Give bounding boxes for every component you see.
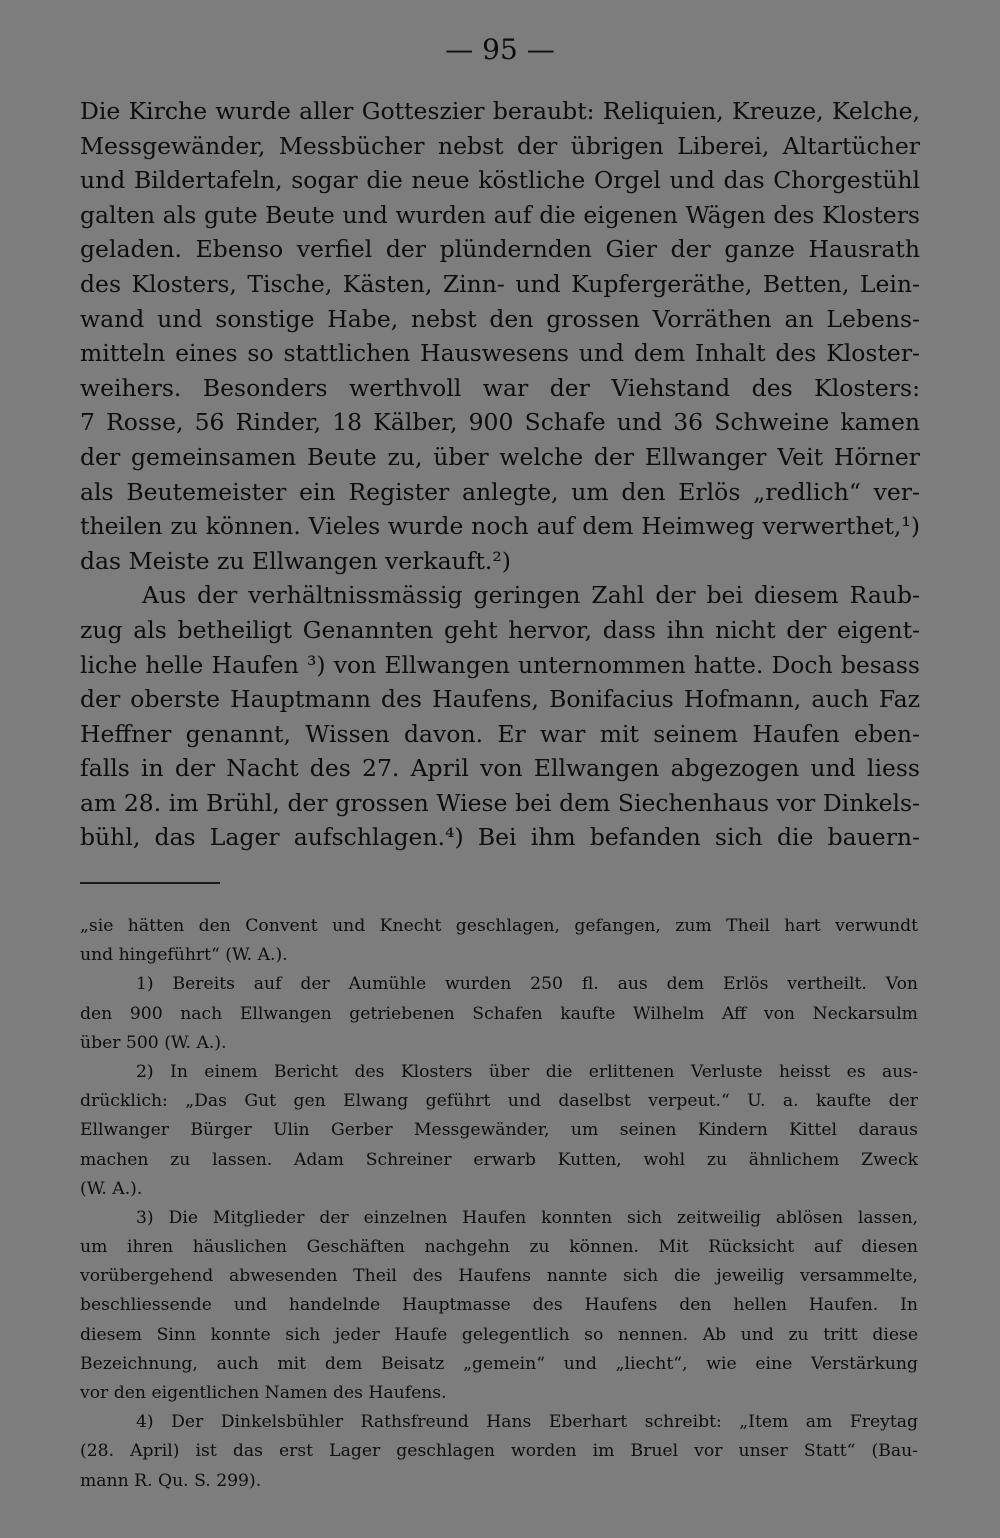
footnote-line: beschliessende und handelnde Hauptmasse des Haufens den hellen Haufen. In <box>80 1295 918 1316</box>
body-line: wand und sonstige Habe, nebst den grossen Vorräthen an Lebens- <box>80 304 920 333</box>
body-line: als Beutemeister ein Register anlegte, um den Erlös „redlich“ ver- <box>80 477 920 506</box>
footnote-line: (W. A.). <box>80 1178 143 1199</box>
footnote-line: 2) In einem Bericht des Klosters über die erlittenen Verluste heisst es aus- <box>136 1061 918 1082</box>
footnote-line: vor den eigentlichen Namen des Haufens. <box>80 1383 447 1403</box>
body-line: zug als betheiligt Genannten geht hervor, dass ihn nicht der eigent- <box>80 615 920 644</box>
body-line: galten als gute Beute und wurden auf die eigenen Wägen des Klosters <box>80 200 920 229</box>
body-line: theilen zu können. Vieles wurde noch auf dem Heimweg verwerthet,¹) <box>80 512 920 541</box>
body-line: weihers. Besonders werthvoll war der Viehstand des Klosters: <box>80 373 920 402</box>
body-line: Die Kirche wurde aller Gotteszier beraubt: Reliquien, Kreuze, Kelche, <box>80 97 920 125</box>
footnote-line: 3) Die Mitglieder der einzelnen Haufen konnten sich zeitweilig ablösen lassen, <box>136 1207 918 1228</box>
body-line: der oberste Hauptmann des Haufens, Bonifacius Hofmann, auch Faz <box>80 685 920 714</box>
footnote-line: „sie hätten den Convent und Knecht geschlagen, gefangen, zum Theil hart verwundt <box>80 916 918 936</box>
footnote-line: und hingeführt“ (W. A.). <box>80 945 288 966</box>
footnote-line: drücklich: „Das Gut gen Elwang geführt und daselbst verpeut.“ U. a. kaufte der <box>80 1091 918 1112</box>
footnote-line: 4) Der Dinkelsbühler Rathsfreund Hans Eberhart schreibt: „Item am Freytag <box>136 1412 918 1433</box>
body-line: bühl, das Lager aufschlagen.⁴) Bei ihm befanden sich die bauern- <box>80 823 920 852</box>
body-line: und Bildertafeln, sogar die neue köstliche Orgel und das Chorgestühl <box>80 166 920 195</box>
footnote-line: Bezeichnung, auch mit dem Beisatz „gemein“ und „liecht“, wie eine Verstärkung <box>80 1353 918 1374</box>
footnote-line: den 900 nach Ellwangen getriebenen Schafen kaufte Wilhelm Aff von Neckarsulm <box>80 1003 918 1024</box>
body-line: am 28. im Brühl, der grossen Wiese bei dem Siechenhaus vor Dinkels- <box>80 788 920 817</box>
footnote-line: 1) Bereits auf der Aumühle wurden 250 fl. aus dem Erlös vertheilt. Von <box>136 974 918 995</box>
body-line: 7 Rosse, 56 Rinder, 18 Kälber, 900 Schafe und 36 Schweine kamen <box>80 408 920 437</box>
footnote-rule <box>80 882 220 884</box>
footnote-line: vorübergehend abwesenden Theil des Haufens nannte sich die jeweilig versammelte, <box>80 1266 918 1287</box>
body-line: Heffner genannt, Wissen davon. Er war mit seinem Haufen eben- <box>80 719 920 748</box>
footnote-line: diesem Sinn konnte sich jeder Haufe gelegentlich so nennen. Ab und zu tritt diese <box>80 1324 918 1345</box>
body-line: falls in der Nacht des 27. April von Ellwangen abgezogen und liess <box>80 754 920 783</box>
body-line: Aus der verhältnissmässig geringen Zahl der bei diesem Raub- <box>142 581 920 610</box>
footnote-line: (28. April) ist das erst Lager geschlagen worden im Bruel vor unser Statt“ (Bau- <box>80 1441 918 1462</box>
body-line: das Meiste zu Ellwangen verkauft.²) <box>80 546 511 575</box>
footnote-line: machen zu lassen. Adam Schreiner erwarb Kutten, wohl zu ähnlichem Zweck <box>80 1149 918 1170</box>
footnote-line: Ellwanger Bürger Ulin Gerber Messgewänder, um seinen Kindern Kittel daraus <box>80 1120 918 1141</box>
body-text <box>80 94 920 855</box>
body-line: liche helle Haufen ³) von Ellwangen unternommen hatte. Doch besass <box>80 650 920 679</box>
body-line: mitteln eines so stattlichen Hauswesens und dem Inhalt des Kloster- <box>80 339 920 368</box>
body-line: geladen. Ebenso verfiel der plündernden Gier der ganze Hausrath <box>80 235 920 264</box>
footnote-line: über 500 (W. A.). <box>80 1032 227 1053</box>
footnotes <box>80 912 918 1496</box>
body-line: der gemeinsamen Beute zu, über welche der Ellwanger Veit Hörner <box>80 442 920 471</box>
page-number: — 95 — <box>445 33 555 66</box>
body-line: des Klosters, Tische, Kästen, Zinn- und Kupfergeräthe, Betten, Lein- <box>80 269 920 298</box>
body-line: Messgewänder, Messbücher nebst der übrigen Liberei, Altartücher <box>80 131 920 160</box>
footnote-line: um ihren häuslichen Geschäften nachgehn zu können. Mit Rücksicht auf diesen <box>80 1237 918 1258</box>
footnote-line: mann R. Qu. S. 299). <box>80 1470 262 1491</box>
